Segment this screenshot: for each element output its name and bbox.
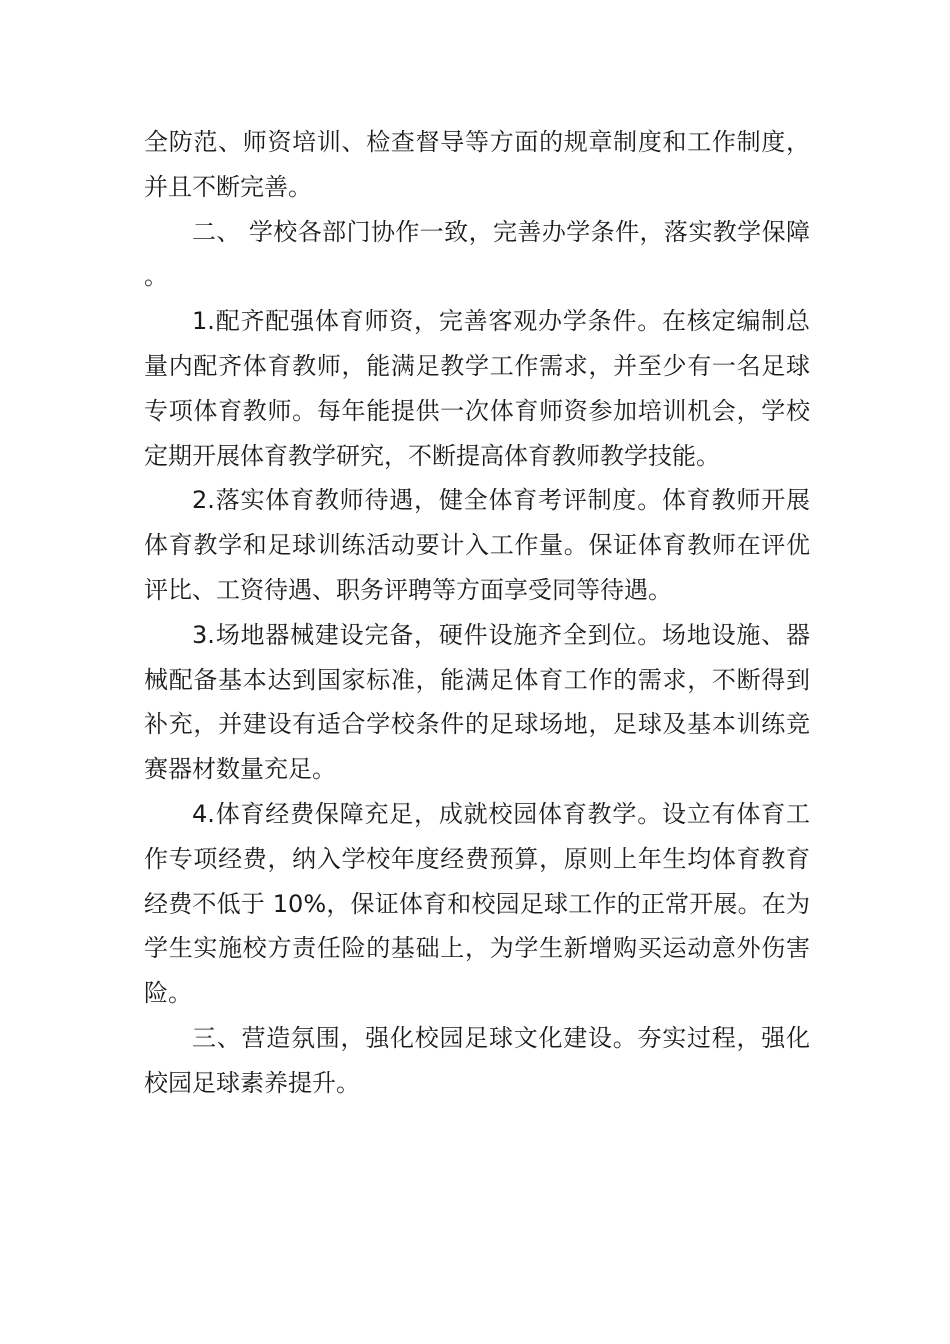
paragraph-item-2: 2.落实体育教师待遇，健全体育考评制度。体育教师开展体育教学和足球训练活动要计入工作量。保证体育教师在评优评比、工资待遇、职务评聘等方面享受同等待遇。: [144, 486, 810, 604]
paragraph-item-4: 4.体育经费保障充足，成就校园体育教学。设立有体育工作专项经费，纳入学校年度经费预算，原则上年生均体育教育经费不低于 10%，保证体育和校园足球工作的正常开展。在为学生实施校方责任险的基础上，为学生新增购买运动意外伤害险。: [144, 799, 810, 1008]
paragraph-item-1: 1.配齐配强体育师资，完善客观办学条件。在核定编制总量内配齐体育教师，能满足教学工作需求，并至少有一名足球专项体育教师。每年能提供一次体育师资参加培训机会，学校定期开展体育教学研究，不断提高体育教师教学技能。: [144, 307, 810, 470]
document-page: [144, 120, 810, 1106]
paragraph-continuation: 全防范、师资培训、检查督导等方面的规章制度和工作制度，并且不断完善。: [144, 128, 810, 201]
section-heading-two: 二、 学校各部门协作一致，完善办学条件，落实教学保障。: [144, 217, 810, 291]
section-heading-three: 三、营造氛围，强化校园足球文化建设。夯实过程，强化校园足球素养提升。: [144, 1023, 810, 1097]
paragraph-item-3: 3.场地器械建设完备，硬件设施齐全到位。场地设施、器械配备基本达到国家标准，能满足体育工作的需求，不断得到补充，并建设有适合学校条件的足球场地，足球及基本训练竞赛器材数量充足。: [144, 620, 810, 784]
